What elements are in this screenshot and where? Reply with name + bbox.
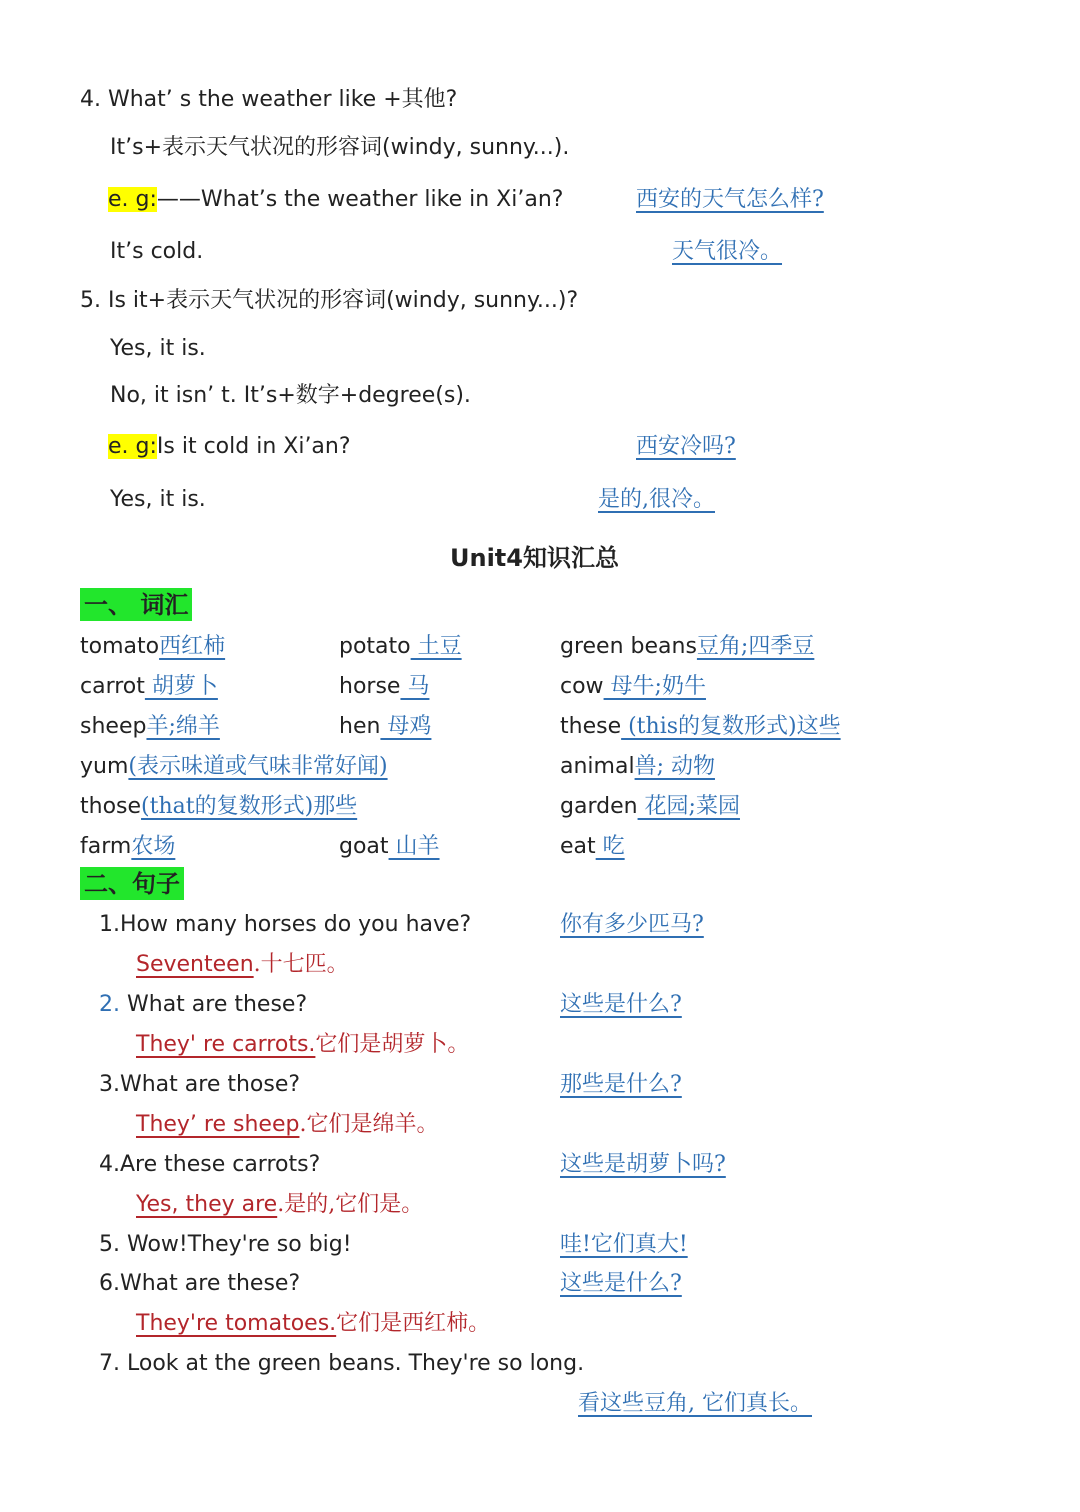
vocab-cn: 兽; 动物: [634, 754, 715, 779]
sentence-3-question: 3.What are those?: [99, 1072, 301, 1097]
vocab-cn: 母鸡: [380, 714, 432, 739]
sentence-4-question: 4.Are these carrots?: [99, 1152, 321, 1177]
question-text: What are these?: [120, 992, 308, 1017]
vocab-cn: 西红柿: [159, 634, 226, 659]
vocab-cn: 山羊: [388, 834, 440, 859]
sentence-number: 2.: [99, 992, 120, 1017]
sentence-6-question: 6.What are these?: [99, 1271, 301, 1296]
eg-label-highlight: e. g:: [108, 187, 157, 212]
vocab-en: potato: [339, 634, 411, 659]
vocab-en: horse: [339, 674, 401, 699]
vocab-item-those: [80, 792, 357, 822]
vocab-cn: 马: [400, 674, 430, 699]
eg1-answer-translation: 天气很冷。: [672, 239, 783, 264]
vocab-heading: [80, 590, 192, 622]
weather-q4: 4. What’ s the weather like +其他?: [80, 87, 458, 112]
answer-en: They're tomatoes.: [136, 1311, 337, 1336]
vocab-en: hen: [339, 714, 381, 739]
vocab-cn: 豆角;四季豆: [696, 634, 815, 659]
eg2-answer-translation: 是的,很冷。: [598, 487, 715, 512]
vocab-item-yum: [80, 752, 388, 782]
answer-cn: .它们是绵羊。: [299, 1112, 439, 1137]
eg-label-highlight-2: e. g:: [108, 434, 157, 459]
sentence-2-answer: [136, 1030, 469, 1060]
vocab-cn: (that的复数形式)那些: [141, 794, 358, 819]
vocab-item-green-beans: [560, 632, 814, 662]
sentence-1-translation: 你有多少匹马?: [560, 912, 704, 937]
vocab-item-eat: [560, 832, 625, 862]
vocab-item-animal: [560, 752, 715, 782]
vocab-en: tomato: [80, 634, 160, 659]
sentence-1-question: 1.How many horses do you have?: [99, 912, 472, 937]
sentences-heading: [80, 869, 184, 901]
vocab-cn: 吃: [595, 834, 625, 859]
vocab-cn: 土豆: [410, 634, 462, 659]
sentence-5-translation: 哇!它们真大!: [560, 1232, 688, 1257]
vocab-heading-label: 一、 词汇: [80, 588, 192, 621]
vocab-item-these: [560, 712, 841, 742]
vocab-item-tomato: [80, 632, 225, 662]
vocab-en: green beans: [560, 634, 697, 659]
sentences-heading-label: 二、句子: [80, 867, 184, 900]
answer-en: Yes, they are: [136, 1192, 278, 1217]
vocab-cn: 农场: [131, 834, 176, 859]
sentence-3-answer: [136, 1110, 438, 1140]
vocab-cn: 羊;绵羊: [146, 714, 220, 739]
vocab-item-sheep: [80, 712, 220, 742]
weather-q5-no: No, it isn’ t. It’s+数字+degree(s).: [110, 383, 471, 408]
vocab-item-carrot: [80, 672, 218, 702]
vocab-en: animal: [560, 754, 635, 779]
sentence-4-translation: 这些是胡萝卜吗?: [560, 1152, 726, 1177]
unit-title: Unit4知识汇总: [450, 544, 619, 572]
sentence-7-translation: 看这些豆角, 它们真长。: [578, 1391, 812, 1416]
vocab-item-cow: [560, 672, 706, 702]
vocab-en: those: [80, 794, 142, 819]
sentence-7-question: 7. Look at the green beans. They're so long.: [99, 1351, 585, 1376]
vocab-en: carrot: [80, 674, 145, 699]
answer-cn: 它们是西红柿。: [336, 1311, 491, 1336]
vocab-cn: (this的复数形式)这些: [621, 714, 841, 739]
example-2-question: [108, 432, 351, 462]
sentence-4-answer: [136, 1190, 423, 1220]
vocab-cn: 母牛;奶牛: [603, 674, 706, 699]
vocab-item-hen: [339, 712, 431, 742]
answer-cn: .是的,它们是。: [277, 1192, 424, 1217]
eg2-question-translation: 西安冷吗?: [636, 434, 736, 459]
sentence-2-question: [99, 990, 307, 1020]
answer-en: They' re carrots.: [136, 1032, 316, 1057]
vocab-cn: (表示味道或气味非常好闻): [128, 754, 388, 779]
eg2-answer: Yes, it is.: [110, 487, 206, 512]
sentence-2-translation: 这些是什么?: [560, 992, 682, 1017]
vocab-en: goat: [339, 834, 389, 859]
answer-cn: .十七匹。: [253, 952, 349, 977]
vocab-en: cow: [560, 674, 604, 699]
vocab-en: yum: [80, 754, 129, 779]
sentence-3-translation: 那些是什么?: [560, 1072, 682, 1097]
answer-en: They’ re sheep: [136, 1112, 300, 1137]
vocab-item-goat: [339, 832, 440, 862]
vocab-cn: 花园;菜园: [637, 794, 740, 819]
sentence-6-answer: [136, 1309, 490, 1339]
sentence-1-answer: [136, 950, 349, 980]
answer-cn: 它们是胡萝卜。: [315, 1032, 470, 1057]
vocab-item-horse: [339, 672, 429, 702]
vocab-en: garden: [560, 794, 638, 819]
vocab-item-garden: [560, 792, 740, 822]
sentence-5-question: 5. Wow!They're so big!: [99, 1232, 352, 1257]
example-1-question: [108, 185, 563, 215]
vocab-cn: 胡萝卜: [144, 674, 218, 699]
weather-q4-pattern: It’s+表示天气状况的形容词(windy, sunny...).: [110, 135, 570, 160]
eg1-answer: It’s cold.: [110, 239, 204, 264]
vocab-en: these: [560, 714, 622, 739]
eg1-question-text: ——What’s the weather like in Xi’an?: [156, 187, 564, 212]
vocab-en: sheep: [80, 714, 147, 739]
vocab-en: farm: [80, 834, 132, 859]
weather-q5: 5. Is it+表示天气状况的形容词(windy, sunny...)?: [80, 288, 579, 313]
eg1-question-translation: 西安的天气怎么样?: [636, 187, 824, 212]
vocab-en: eat: [560, 834, 596, 859]
vocab-item-farm: [80, 832, 175, 862]
answer-en: Seventeen: [136, 952, 254, 977]
eg2-question-text: Is it cold in Xi’an?: [156, 434, 351, 459]
vocab-item-potato: [339, 632, 462, 662]
sentence-6-translation: 这些是什么?: [560, 1271, 682, 1296]
weather-q5-yes: Yes, it is.: [110, 336, 206, 361]
